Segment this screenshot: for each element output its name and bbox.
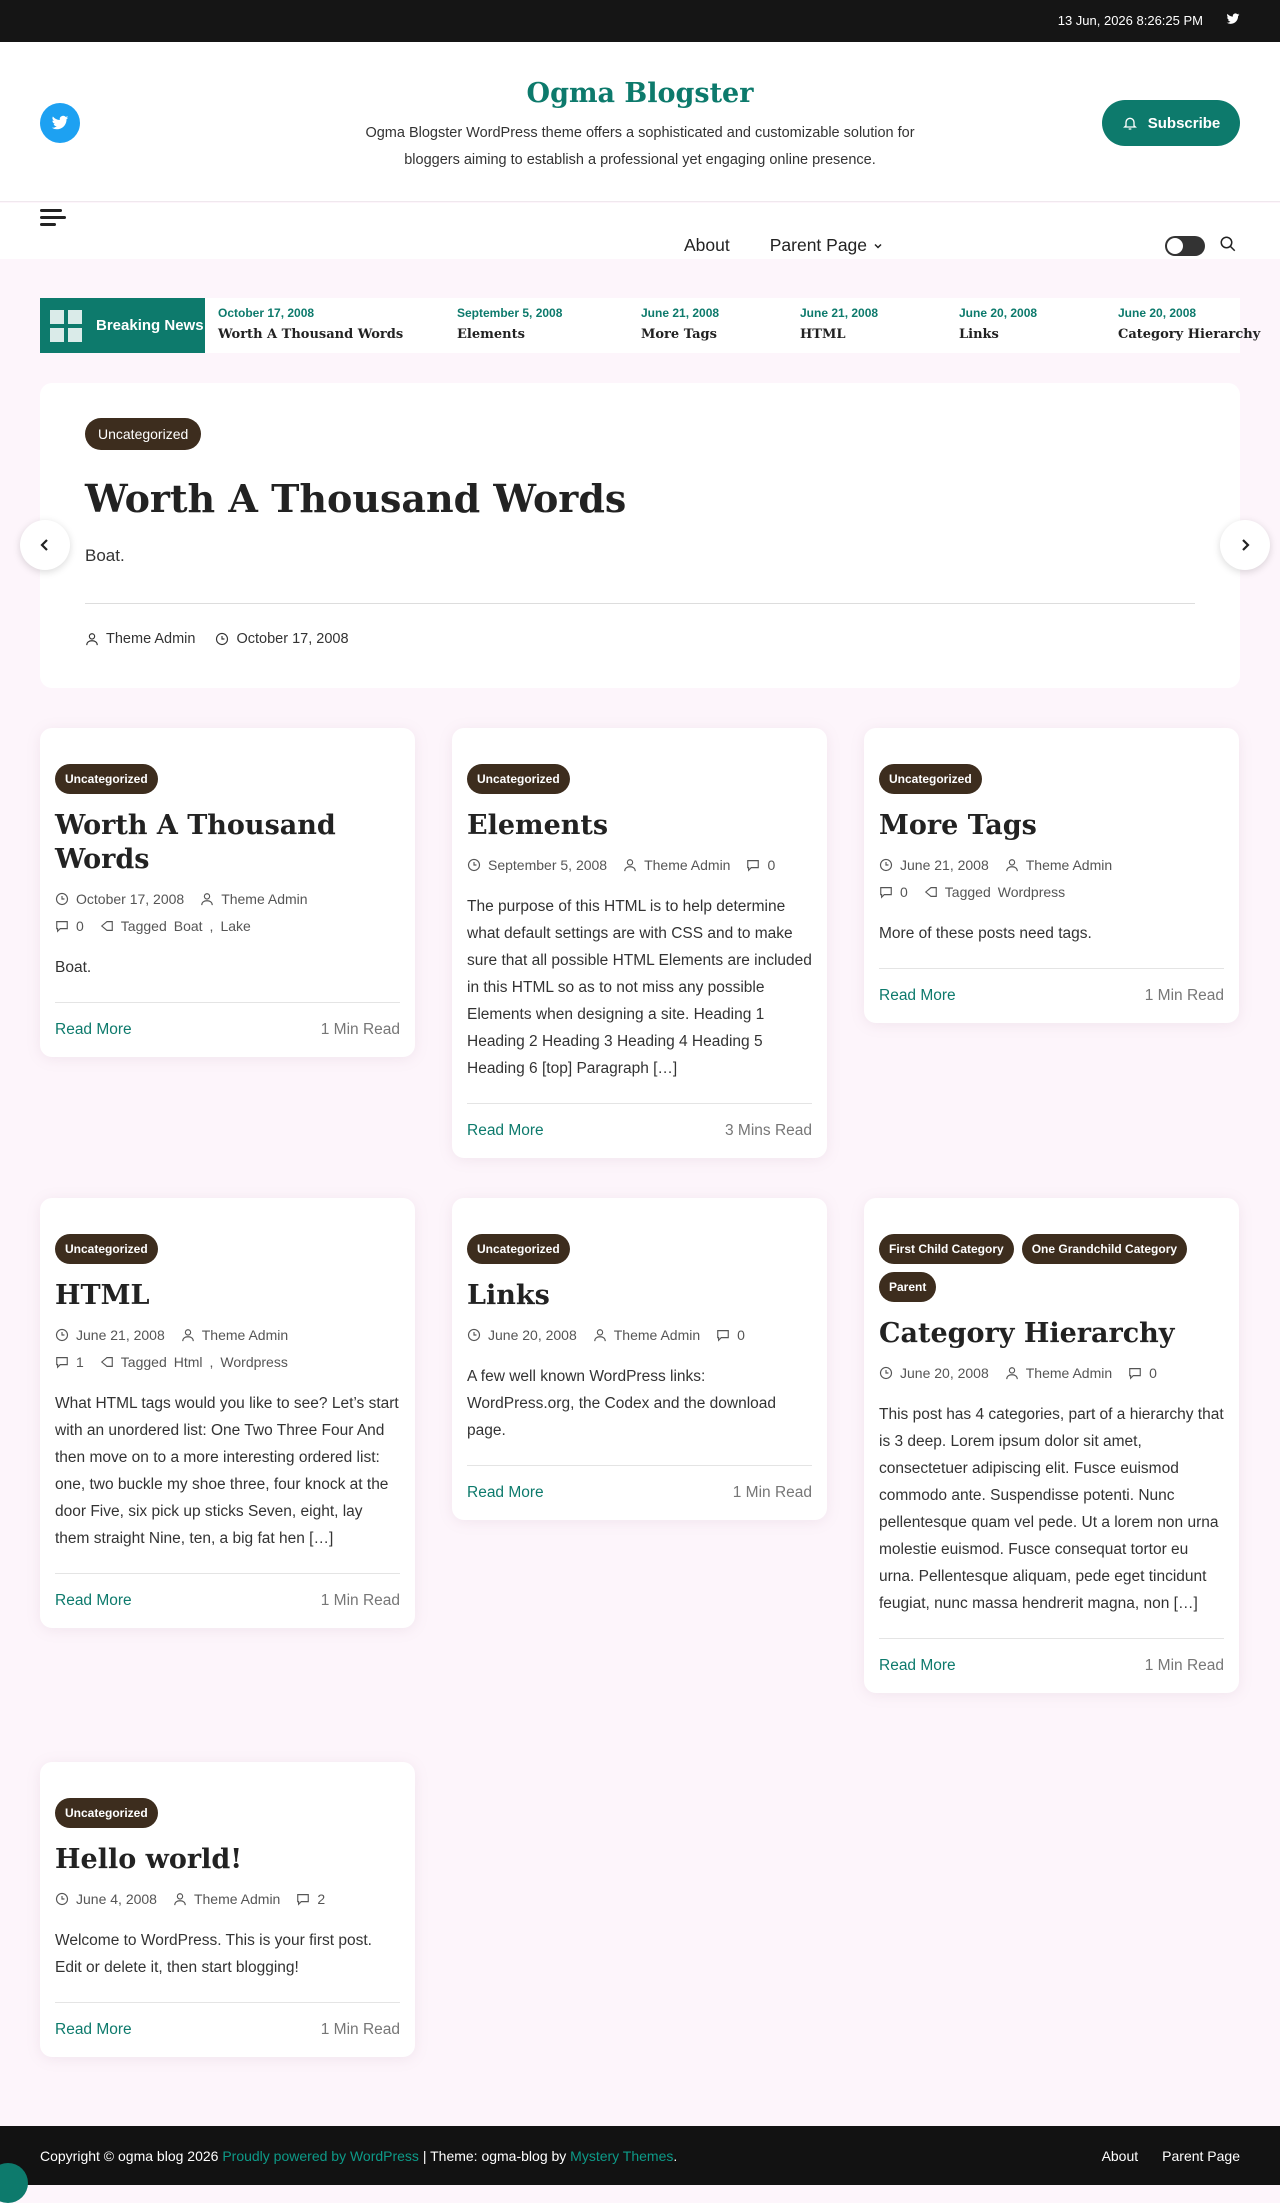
slider-next-button[interactable] [1220, 520, 1270, 570]
post-comments[interactable] [296, 1891, 325, 1907]
post-footer [55, 1573, 400, 1628]
post-tags [924, 884, 1065, 900]
footer-nav-parent-page[interactable]: Parent Page [1162, 2148, 1240, 2164]
category-badge[interactable]: Uncategorized [55, 1798, 158, 1828]
post-card [864, 728, 1239, 1023]
slider-prev-button[interactable] [20, 520, 70, 570]
post-author[interactable] [1005, 1365, 1112, 1381]
breaking-news-title[interactable]: More Tags [641, 327, 717, 342]
post-comments[interactable] [879, 884, 908, 900]
main-navigation [0, 203, 1280, 259]
breaking-news-item[interactable] [800, 306, 878, 342]
post-title[interactable]: Links [467, 1280, 550, 1311]
category-list [467, 764, 812, 794]
tag-separator: , [209, 1354, 214, 1370]
tag-icon [924, 885, 938, 899]
user-icon [200, 892, 214, 906]
category-badge[interactable]: Uncategorized [879, 764, 982, 794]
breaking-news-item[interactable] [218, 306, 403, 342]
post-meta [55, 1327, 400, 1343]
clock-icon [55, 1328, 69, 1342]
breaking-news-date: June 21, 2008 [800, 306, 879, 320]
post-excerpt: The purpose of this HTML is to help determine what default settings are with CSS and to make sure that all possible HTML Elements are included in this HTML so as to not miss any possible Elements when designing a site. Heading 1 Heading 2 Heading 3 Heading 4 Heading 5 Heading 6 [top] Paragraph […] [467, 898, 812, 1077]
post-footer [55, 2002, 400, 2057]
read-more-link[interactable]: Read More [879, 1657, 956, 1674]
nav-item-label: Parent Page [769, 235, 868, 255]
chevron-down-icon [873, 241, 883, 251]
chevron-right-icon [1238, 538, 1252, 552]
post-date-text[interactable]: September 5, 2008 [488, 857, 608, 873]
featured-slider [40, 383, 1240, 688]
breaking-news-date: June 20, 2008 [959, 306, 1038, 320]
read-time: 3 Mins Read [724, 1122, 812, 1139]
tag-link[interactable]: Wordpress [220, 1354, 288, 1370]
dark-mode-toggle[interactable] [1165, 236, 1205, 256]
subscribe-label: Subscribe [1147, 114, 1221, 132]
post-date-text[interactable]: June 20, 2008 [900, 1365, 989, 1381]
menu-toggle-icon[interactable] [40, 209, 66, 231]
post-author-name[interactable]: Theme Admin [1025, 1365, 1113, 1381]
post-meta [467, 857, 812, 873]
comment-count[interactable]: 0 [900, 884, 908, 900]
comment-icon [879, 885, 893, 899]
nav-item-parent-page[interactable] [770, 235, 883, 256]
post-card [40, 1762, 415, 2057]
post-title[interactable]: HTML [55, 1280, 150, 1311]
comment-count[interactable]: 0 [737, 1327, 745, 1343]
post-author[interactable] [593, 1327, 700, 1343]
post-author[interactable] [1005, 857, 1112, 873]
breaking-news-item[interactable] [457, 306, 562, 342]
read-more-link[interactable]: Read More [879, 987, 956, 1004]
clock-icon [215, 632, 229, 646]
footer-nav-about[interactable]: About [1101, 2148, 1139, 2164]
category-badge[interactable]: Uncategorized [55, 1234, 158, 1264]
category-list [55, 764, 400, 794]
bell-icon [1122, 115, 1138, 131]
site-title[interactable]: Ogma Blogster [526, 78, 754, 109]
post-meta [467, 1327, 812, 1343]
post-comments[interactable] [55, 1354, 84, 1370]
site-description: Ogma Blogster WordPress theme offers a sophisticated and customizable solution for bloggers aiming to establish a professional yet engaging online presence. [365, 125, 915, 168]
breaking-news-item[interactable] [641, 306, 719, 342]
user-icon [1005, 858, 1019, 872]
post-date[interactable] [55, 1891, 157, 1907]
footer-period: . [673, 2148, 678, 2164]
featured-post-excerpt: Boat. [85, 546, 125, 565]
post-author-name[interactable]: Theme Admin [193, 1891, 281, 1907]
post-date[interactable] [467, 1327, 577, 1343]
read-time: 1 Min Read [1144, 987, 1224, 1004]
breaking-news-date: June 21, 2008 [641, 306, 720, 320]
user-icon [593, 1328, 607, 1342]
category-list [55, 1234, 400, 1264]
post-date-text[interactable]: October 17, 2008 [76, 891, 185, 907]
copyright [40, 2148, 677, 2164]
post-footer [467, 1465, 812, 1520]
featured-post-meta [85, 631, 349, 647]
post-meta-secondary [879, 884, 1224, 900]
post-date-text[interactable]: June 20, 2008 [488, 1327, 577, 1343]
post-author-name[interactable]: Theme Admin [221, 891, 308, 907]
clock-icon [879, 858, 893, 872]
post-card [40, 728, 415, 1057]
chevron-left-icon [38, 538, 52, 552]
post-excerpt: This post has 4 categories, part of a hierarchy that is 3 deep. Lorem ipsum dolor sit amet, consectetuer adipiscing elit. Fusce euismod commodo ante. Suspendisse potenti. Nunc pellentesque quam vel pede. Ut a lorem non urna molestie euismod. Fusce consequat tortor eu urna. Pellentesque aliquam, pede eget tincidunt feugiat, nunc massa hendrerit magna, non […] [879, 1406, 1224, 1612]
tagged-label: Tagged [120, 1354, 167, 1370]
post-date[interactable] [55, 891, 184, 907]
comment-count[interactable]: 0 [767, 857, 776, 873]
read-more-link[interactable]: Read More [55, 1592, 132, 1609]
powered-by-link[interactable]: Proudly powered by WordPress [222, 2148, 419, 2164]
post-excerpt: A few well known WordPress links: WordPress.org, the Codex and the download page. [467, 1368, 777, 1439]
read-time: 1 Min Read [320, 1592, 400, 1609]
twitter-icon[interactable] [1226, 12, 1240, 26]
theme-author-link[interactable]: Mystery Themes [570, 2148, 674, 2164]
post-author-name[interactable]: Theme Admin [201, 1327, 289, 1343]
tag-icon [100, 1355, 114, 1369]
comment-icon [55, 1355, 69, 1369]
comment-count[interactable]: 0 [1149, 1365, 1157, 1381]
grid-icon [50, 310, 82, 342]
read-time: 1 Min Read [732, 1484, 812, 1501]
post-excerpt: More of these posts need tags. [879, 925, 1092, 942]
post-date-text[interactable]: June 21, 2008 [76, 1327, 165, 1343]
category-badge[interactable]: First Child Category [879, 1234, 1014, 1264]
read-time: 1 Min Read [1144, 1657, 1224, 1674]
copyright-text: Copyright © ogma blog 2026 [40, 2148, 219, 2164]
site-header [0, 42, 1280, 202]
clock-icon [55, 892, 69, 906]
post-date-text[interactable]: October 17, 2008 [236, 631, 349, 647]
tag-separator: , [209, 918, 214, 934]
breaking-news-title[interactable]: Worth A Thousand Words [218, 327, 404, 342]
post-date-text[interactable]: June 4, 2008 [76, 1891, 157, 1907]
breaking-news-title[interactable]: Elements [457, 327, 525, 342]
category-list [879, 764, 1224, 794]
user-icon [85, 632, 99, 646]
current-datetime: 13 Jun, 2026 8:26:25 PM [1057, 13, 1203, 28]
comment-count[interactable]: 2 [317, 1891, 326, 1907]
read-more-link[interactable]: Read More [467, 1122, 544, 1139]
post-excerpt: Boat. [55, 959, 92, 976]
category-list [55, 1798, 400, 1828]
breaking-news-date: September 5, 2008 [457, 306, 563, 320]
clock-icon [55, 1892, 69, 1906]
category-badge[interactable]: Uncategorized [467, 1234, 570, 1264]
twitter-social-button[interactable] [40, 103, 80, 143]
read-time: 1 Min Read [320, 1021, 400, 1038]
twitter-icon [51, 114, 69, 132]
post-author[interactable] [85, 631, 195, 647]
comment-icon [296, 1892, 310, 1906]
breaking-news-title[interactable]: Category Hierarchy [1118, 327, 1261, 342]
post-author-name[interactable]: Theme Admin [1025, 857, 1113, 873]
post-comments[interactable] [55, 918, 84, 934]
post-excerpt: What HTML tags would you like to see? Let’s start with an unordered list: One Two Three Four And then move on to a more interesting ordered list: one, two buckle my shoe three, four knock at the door Five, six pick up sticks Seven, eight, lay them straight Nine, ten, a big fat hen […] [55, 1395, 399, 1547]
tag-link[interactable]: Boat [173, 918, 203, 934]
tagged-label: Tagged [944, 884, 991, 900]
clock-icon [467, 1328, 481, 1342]
breaking-news-item[interactable] [1118, 306, 1260, 342]
tag-link[interactable]: Lake [220, 918, 251, 934]
comment-icon [1128, 1366, 1142, 1380]
user-icon [181, 1328, 195, 1342]
user-icon [623, 858, 637, 872]
post-author[interactable] [181, 1327, 288, 1343]
read-more-link[interactable]: Read More [55, 1021, 132, 1038]
read-more-link[interactable]: Read More [55, 2021, 132, 2038]
site-footer [0, 2126, 1280, 2185]
user-icon [1005, 1366, 1019, 1380]
post-comments[interactable] [716, 1327, 745, 1343]
post-footer [55, 1002, 400, 1057]
comment-count[interactable]: 1 [76, 1354, 84, 1370]
sun-icon [1167, 238, 1183, 254]
post-footer [467, 1103, 812, 1158]
tagged-label: Tagged [120, 918, 167, 934]
footer-navigation [1102, 2148, 1240, 2164]
post-date[interactable] [879, 1365, 989, 1381]
tag-link[interactable]: Wordpress [997, 884, 1066, 900]
top-bar [0, 0, 1280, 42]
post-card [452, 728, 827, 1158]
post-date[interactable] [879, 857, 989, 873]
post-author[interactable] [173, 1891, 280, 1907]
comment-icon [55, 919, 69, 933]
category-list [879, 1234, 1224, 1302]
post-meta-secondary [55, 918, 400, 934]
comment-count[interactable]: 0 [76, 918, 84, 934]
post-comments[interactable] [746, 857, 775, 873]
theme-credit-text: | Theme: ogma-blog by [418, 2148, 571, 2164]
read-time: 1 Min Read [320, 2021, 400, 2038]
post-date[interactable] [215, 631, 348, 647]
post-meta [55, 891, 400, 907]
breaking-news-label [40, 298, 205, 353]
category-badge[interactable]: Uncategorized [55, 764, 158, 794]
breaking-news-date: June 20, 2008 [1118, 306, 1197, 320]
category-badge[interactable]: Uncategorized [467, 764, 570, 794]
post-footer [879, 1638, 1224, 1693]
post-author[interactable] [200, 891, 307, 907]
post-title[interactable]: More Tags [879, 810, 1037, 841]
clock-icon [879, 1366, 893, 1380]
breaking-news-date: October 17, 2008 [218, 306, 315, 320]
post-tags [100, 1354, 288, 1370]
post-tags [100, 918, 251, 934]
category-list [467, 1234, 812, 1264]
post-author-name[interactable]: Theme Admin [106, 631, 196, 647]
post-author-name[interactable]: Theme Admin [613, 1327, 701, 1343]
featured-post-title[interactable]: Worth A Thousand Words [85, 476, 627, 521]
post-title[interactable]: Hello world! [55, 1844, 243, 1875]
post-author-name[interactable]: Theme Admin [644, 857, 731, 873]
breaking-news-text: Breaking News [96, 317, 204, 334]
comment-icon [716, 1328, 730, 1342]
post-card [452, 1198, 827, 1520]
post-card [40, 1198, 415, 1628]
post-author[interactable] [623, 857, 730, 873]
category-badge[interactable]: One Grandchild Category [1022, 1234, 1187, 1264]
post-meta-secondary [55, 1354, 400, 1370]
breaking-news-title[interactable]: Links [959, 327, 999, 342]
post-comments[interactable] [1128, 1365, 1157, 1381]
post-date[interactable] [55, 1327, 165, 1343]
post-meta [879, 1365, 1224, 1381]
post-title[interactable]: Elements [467, 810, 609, 841]
divider [85, 603, 1195, 604]
breaking-news-ticker [40, 298, 1261, 353]
category-badge[interactable]: Uncategorized [85, 418, 201, 450]
post-date[interactable] [467, 857, 607, 873]
clock-icon [467, 858, 481, 872]
nav-item-about[interactable]: About [684, 235, 730, 255]
post-footer [879, 968, 1224, 1023]
post-meta [55, 1891, 400, 1907]
user-icon [173, 1892, 187, 1906]
post-date-text[interactable]: June 21, 2008 [900, 857, 989, 873]
post-excerpt: Welcome to WordPress. This is your first post. Edit or delete it, then start blogging! [55, 1932, 372, 1976]
search-icon[interactable] [1219, 235, 1237, 253]
subscribe-button[interactable] [1102, 100, 1240, 146]
comment-icon [746, 858, 760, 872]
breaking-news-item[interactable] [959, 306, 1037, 342]
post-card [864, 1198, 1239, 1693]
read-more-link[interactable]: Read More [467, 1484, 544, 1501]
post-title[interactable]: Worth A Thousand Words [55, 810, 336, 875]
post-title[interactable]: Category Hierarchy [879, 1318, 1175, 1349]
breaking-news-title[interactable]: HTML [800, 327, 846, 342]
tag-link[interactable]: Html [173, 1354, 203, 1370]
category-badge[interactable]: Parent [879, 1272, 936, 1302]
tag-icon [100, 919, 114, 933]
post-meta [879, 857, 1224, 873]
